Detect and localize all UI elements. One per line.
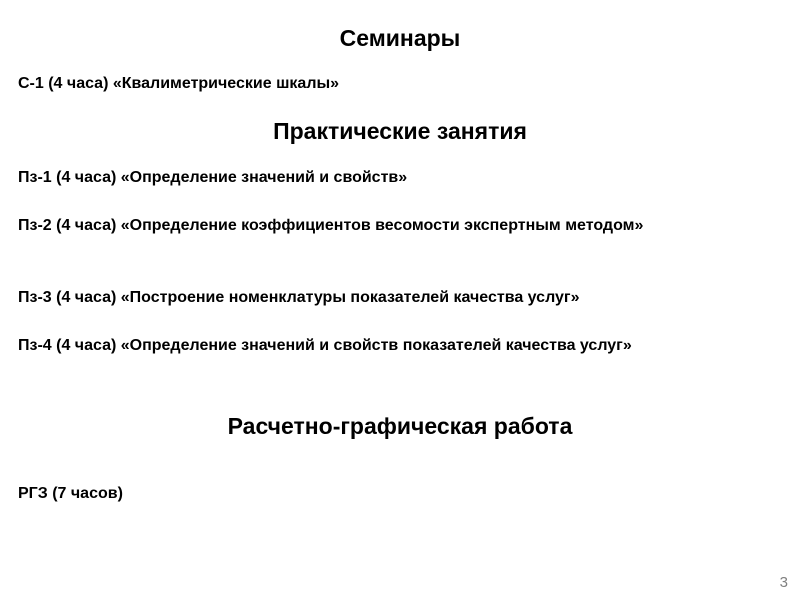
calc-graphic-item-rgz: РГЗ (7 часов)	[18, 485, 123, 502]
practical-item-pz3: Пз-3 (4 часа) «Построение номенклатуры показателей качества услуг»	[18, 289, 580, 306]
seminar-item-s1: С-1 (4 часа) «Квалиметрические шкалы»	[18, 75, 340, 92]
practical-heading: Практические занятия	[273, 118, 527, 144]
practical-item-pz4: Пз-4 (4 часа) «Определение значений и свойств показателей качества услуг»	[18, 337, 632, 354]
practical-item-pz1: Пз-1 (4 часа) «Определение значений и свойств»	[18, 169, 408, 186]
seminars-heading: Семинары	[339, 25, 461, 51]
practical-item-pz2: Пз-2 (4 часа) «Определение коэффициентов весомости экспертным методом»	[18, 217, 644, 234]
calc-graphic-heading: Расчетно-графическая работа	[227, 413, 573, 439]
page-number: 3	[779, 574, 788, 591]
